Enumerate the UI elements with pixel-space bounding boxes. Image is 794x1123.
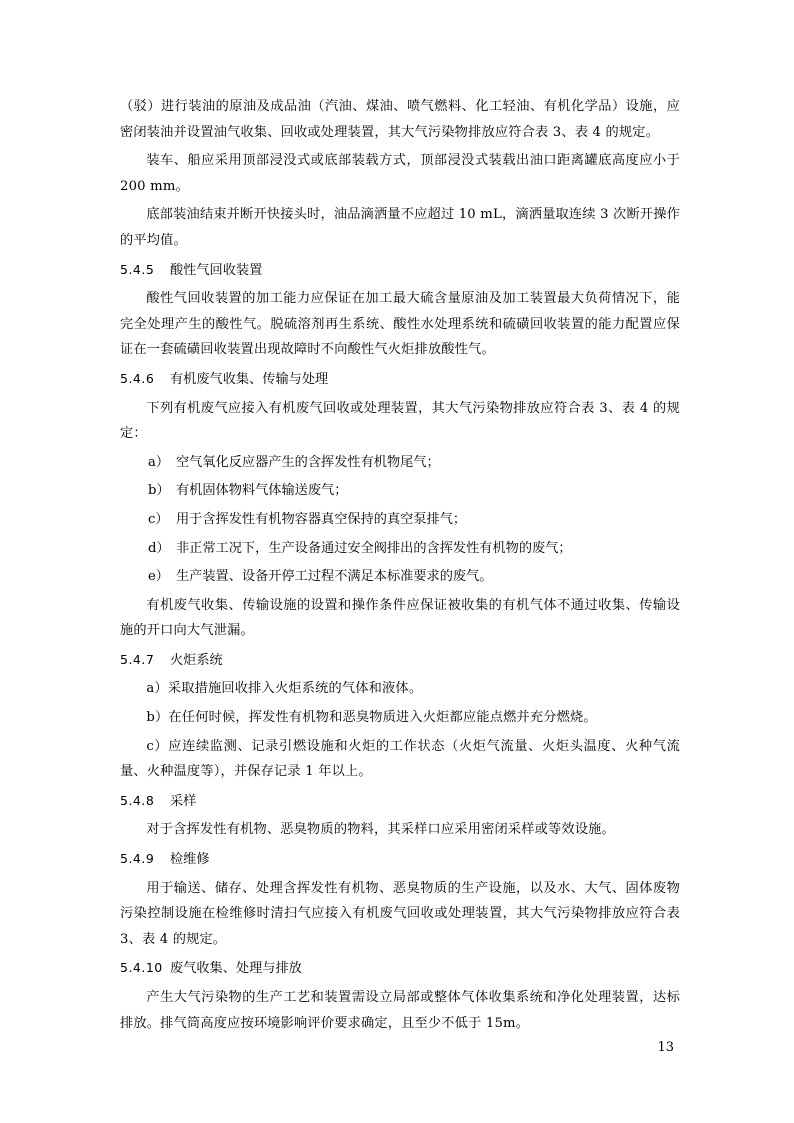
section-number: 5.4.9: [120, 851, 155, 867]
paragraph: 下列有机废气应接入有机废气回收或处理装置，其大气污染物排放应符合表 3、表 4 的规定：: [120, 400, 680, 442]
section-number: 5.4.8: [120, 792, 155, 808]
paragraph: b）在任何时候，挥发性有机物和恶臭物质进入火炬都应能点燃并充分燃烧。: [146, 710, 597, 726]
list-marker: d）: [148, 540, 170, 556]
list-text: 有机固体物料气体输送废气；: [176, 483, 348, 499]
section-heading-5-4-7: [120, 647, 680, 674]
list-item: [120, 564, 680, 590]
section-heading-5-4-5: [120, 257, 680, 284]
paragraph: 产生大气污染物的生产工艺和装置需设立局部或整体气体收集系统和净化处理装置，达标排放。排气筒高度应按环境影响评价要求确定，且至少不低于 15m。: [120, 990, 680, 1031]
section-heading-5-4-6: [120, 366, 680, 393]
list-item: [120, 450, 680, 476]
page-number: 13: [657, 1040, 674, 1055]
list-marker: e）: [148, 569, 169, 585]
list-text: 用于含挥发性有机物容器真空保持的真空泵排气；: [176, 511, 467, 527]
list-item: [120, 478, 680, 504]
section-title: 废气收集、处理与排放: [170, 961, 302, 977]
list-text: 生产装置、设备开停工过程不满足本标准要求的废气。: [176, 569, 493, 585]
paragraph: 有机废气收集、传输设施的设置和操作条件应保证被收集的有机气体不通过收集、传输设施的开口向大气泄漏。: [120, 597, 680, 639]
paragraph: 对于含挥发性有机物、恶臭物质的物料，其采样口应采用密闭采样或等效设施。: [146, 822, 615, 838]
section-heading-5-4-9: [120, 846, 680, 873]
section-heading-5-4-8: [120, 788, 680, 815]
section-number: 5.4.6: [120, 370, 155, 386]
section-title: 采样: [170, 793, 197, 809]
section-heading-5-4-10: [120, 955, 680, 982]
section-number: 5.4.7: [120, 651, 155, 667]
section-number: 5.4.10: [120, 960, 163, 976]
list-marker: a）: [148, 454, 170, 470]
list-text: 空气氧化反应器产生的含挥发性有机物尾气；: [176, 454, 440, 470]
paragraph: 用于输送、储存、处理含挥发性有机物、恶臭物质的生产设施，以及水、大气、固体废物污染控制设施在检维修时清扫气应接入有机废气回收或处理装置，其大气污染物排放应符合表 3、表 4 的规定。: [120, 880, 680, 947]
list-marker: b）: [148, 483, 170, 499]
list-marker: c）: [148, 511, 169, 527]
list-item: [120, 536, 680, 562]
section-number: 5.4.5: [120, 261, 155, 277]
document-body: [120, 94, 680, 1039]
section-title: 有机废气收集、传输与处理: [170, 371, 329, 387]
section-title: 火炬系统: [170, 652, 223, 668]
paragraph: a）采取措施回收排入火炬系统的气体和液体。: [146, 681, 423, 697]
paragraph: c）应连续监测、记录引燃设施和火炬的工作状态（火炬气流量、火炬头温度、火种气流量、火种温度等），并保存记录 1 年以上。: [120, 738, 680, 780]
list-text: 非正常工况下，生产设备通过安全阀排出的含挥发性有机物的废气；: [176, 540, 572, 556]
paragraph: 酸性气回收装置的加工能力应保证在加工最大硫含量原油及加工装置最大负荷情况下，能完全处理产生的酸性气。脱硫溶剂再生系统、酸性水处理系统和硫磺回收装置的能力配置应保证在一套硫磺回收装置出现故障时不向酸性气火炬排放酸性气。: [120, 291, 680, 358]
paragraph: （驳）进行装油的原油及成品油（汽油、煤油、喷气燃料、化工轻油、有机化学品）设施，应密闭装油并设置油气收集、回收或处理装置，其大气污染物排放应符合表 3、表 4 的规定。: [120, 99, 680, 140]
section-title: 检维修: [170, 852, 210, 868]
list-item: [120, 507, 680, 533]
paragraph: 底部装油结束并断开快接头时，油品滴洒量不应超过 10 mL，滴洒量取连续 3 次断开操作的平均值。: [120, 207, 680, 248]
section-title: 酸性气回收装置: [170, 262, 263, 278]
paragraph: 装车、船应采用顶部浸没式或底部装载方式，顶部浸没式装载出油口距离罐底高度应小于 200 mm。: [120, 153, 680, 194]
